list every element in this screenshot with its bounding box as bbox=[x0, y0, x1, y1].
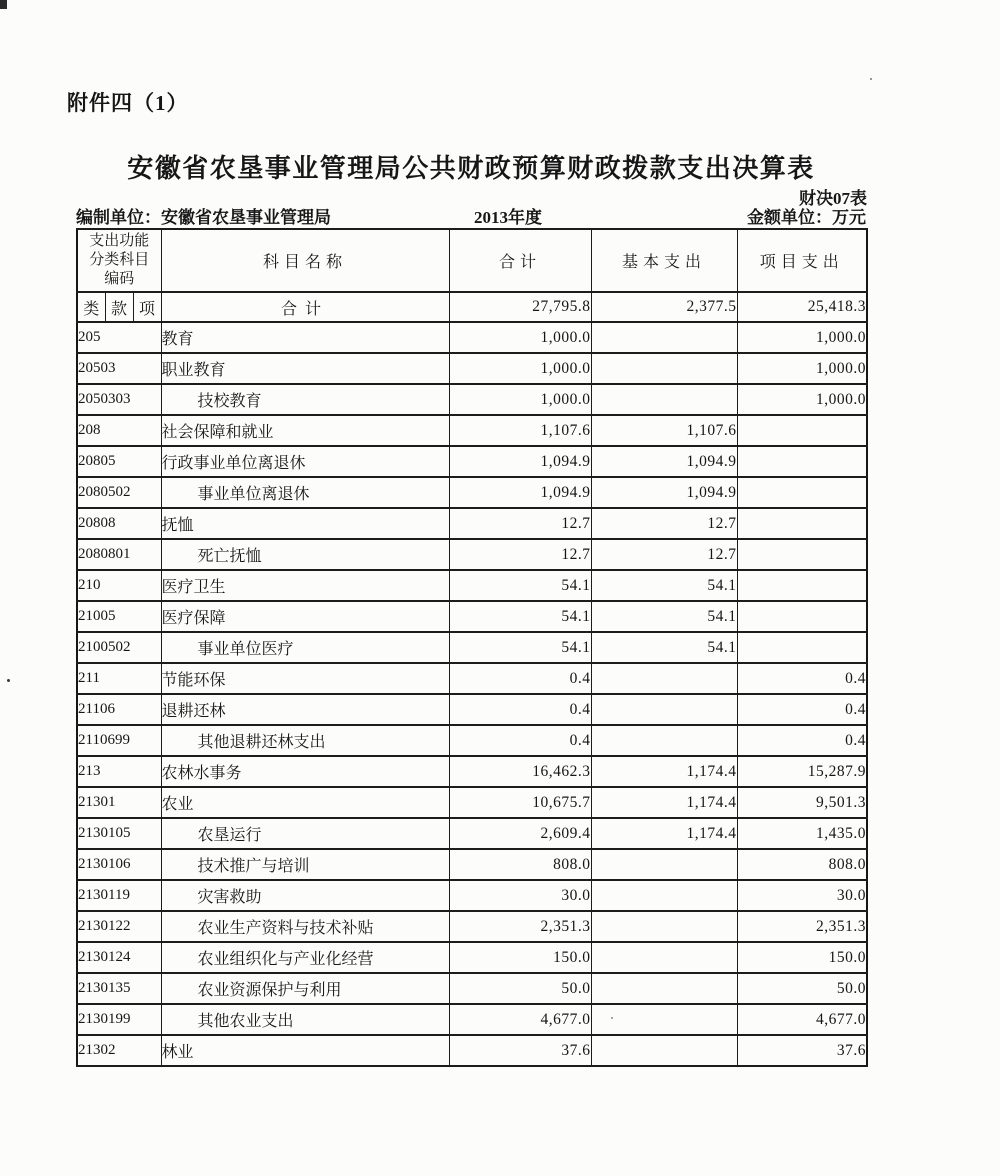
table-row bbox=[77, 601, 867, 632]
row-total: 12.7 bbox=[449, 539, 591, 570]
row-basic: 54.1 bbox=[591, 632, 737, 663]
header-total: 合计 bbox=[449, 229, 591, 292]
row-total: 16,462.3 bbox=[449, 756, 591, 787]
row-code: 2130119 bbox=[77, 880, 161, 911]
row-project: 150.0 bbox=[737, 942, 867, 973]
scan-artifact bbox=[870, 78, 872, 80]
row-project: 808.0 bbox=[737, 849, 867, 880]
row-project: 1,435.0 bbox=[737, 818, 867, 849]
row-basic bbox=[591, 911, 737, 942]
row-basic: 12.7 bbox=[591, 539, 737, 570]
row-total: 0.4 bbox=[449, 694, 591, 725]
header-project-expenditure: 项目支出 bbox=[737, 229, 867, 292]
row-subject-name: 事业单位医疗 bbox=[161, 632, 449, 663]
row-project bbox=[737, 477, 867, 508]
row-code: 2100502 bbox=[77, 632, 161, 663]
row-basic bbox=[591, 973, 737, 1004]
table-row bbox=[77, 322, 867, 353]
amount-unit: 金额单位：万元 bbox=[747, 208, 866, 227]
row-code: 20805 bbox=[77, 446, 161, 477]
row-total: 1,000.0 bbox=[449, 353, 591, 384]
table-row bbox=[77, 477, 867, 508]
row-subject-name: 其他农业支出 bbox=[161, 1004, 449, 1035]
row-basic: 1,174.4 bbox=[591, 787, 737, 818]
sub-header-lei: 类 bbox=[77, 292, 105, 322]
row-total: 54.1 bbox=[449, 570, 591, 601]
total-row-name: 合计 bbox=[161, 292, 449, 322]
row-project: 2,351.3 bbox=[737, 911, 867, 942]
table-row bbox=[77, 942, 867, 973]
row-code: 21302 bbox=[77, 1035, 161, 1066]
table-row bbox=[77, 663, 867, 694]
row-subject-name: 退耕还林 bbox=[161, 694, 449, 725]
row-subject-name: 教育 bbox=[161, 322, 449, 353]
row-code: 2130124 bbox=[77, 942, 161, 973]
row-code: 211 bbox=[77, 663, 161, 694]
row-total: 0.4 bbox=[449, 663, 591, 694]
table-row bbox=[77, 353, 867, 384]
row-basic bbox=[591, 725, 737, 756]
row-basic: 54.1 bbox=[591, 570, 737, 601]
table-row bbox=[77, 973, 867, 1004]
row-total: 1,000.0 bbox=[449, 322, 591, 353]
row-total: 2,609.4 bbox=[449, 818, 591, 849]
row-code: 2050303 bbox=[77, 384, 161, 415]
row-basic bbox=[591, 1035, 737, 1066]
row-total: 37.6 bbox=[449, 1035, 591, 1066]
row-code: 2130106 bbox=[77, 849, 161, 880]
row-project: 0.4 bbox=[737, 663, 867, 694]
total-row-total: 27,795.8 bbox=[449, 292, 591, 322]
row-subject-name: 农业资源保护与利用 bbox=[161, 973, 449, 1004]
table-row bbox=[77, 508, 867, 539]
row-project bbox=[737, 601, 867, 632]
row-project bbox=[737, 415, 867, 446]
row-project: 1,000.0 bbox=[737, 322, 867, 353]
row-code: 2080502 bbox=[77, 477, 161, 508]
row-basic: 1,094.9 bbox=[591, 446, 737, 477]
scan-artifact bbox=[7, 679, 10, 682]
row-project bbox=[737, 446, 867, 477]
fiscal-year: 2013年度 bbox=[474, 208, 542, 227]
compiling-unit: 编制单位：安徽省农垦事业管理局 bbox=[76, 208, 331, 227]
header-code-line1: 支出功能 bbox=[89, 233, 150, 249]
row-code: 205 bbox=[77, 322, 161, 353]
row-project bbox=[737, 632, 867, 663]
row-subject-name: 事业单位离退休 bbox=[161, 477, 449, 508]
header-code bbox=[77, 229, 161, 292]
row-subject-name: 医疗保障 bbox=[161, 601, 449, 632]
budget-table bbox=[76, 228, 868, 1067]
row-total: 808.0 bbox=[449, 849, 591, 880]
scan-artifact bbox=[0, 0, 7, 9]
row-subject-name: 医疗卫生 bbox=[161, 570, 449, 601]
row-total: 30.0 bbox=[449, 880, 591, 911]
table-row bbox=[77, 1035, 867, 1066]
table-row bbox=[77, 1004, 867, 1035]
row-code: 2110699 bbox=[77, 725, 161, 756]
table-row bbox=[77, 446, 867, 477]
row-project: 15,287.9 bbox=[737, 756, 867, 787]
row-basic: 1,107.6 bbox=[591, 415, 737, 446]
row-code: 21106 bbox=[77, 694, 161, 725]
row-total: 50.0 bbox=[449, 973, 591, 1004]
row-subject-name: 行政事业单位离退休 bbox=[161, 446, 449, 477]
sub-header-kuan: 款 bbox=[105, 292, 133, 322]
row-code: 208 bbox=[77, 415, 161, 446]
total-row-basic: 2,377.5 bbox=[591, 292, 737, 322]
row-code: 2080801 bbox=[77, 539, 161, 570]
row-total: 1,094.9 bbox=[449, 477, 591, 508]
row-subject-name: 农林水事务 bbox=[161, 756, 449, 787]
row-subject-name: 林业 bbox=[161, 1035, 449, 1066]
row-basic bbox=[591, 694, 737, 725]
table-row bbox=[77, 787, 867, 818]
row-subject-name: 技术推广与培训 bbox=[161, 849, 449, 880]
row-total: 54.1 bbox=[449, 632, 591, 663]
row-basic: 1,174.4 bbox=[591, 818, 737, 849]
row-project: 37.6 bbox=[737, 1035, 867, 1066]
row-basic bbox=[591, 942, 737, 973]
row-total: 12.7 bbox=[449, 508, 591, 539]
row-subject-name: 技校教育 bbox=[161, 384, 449, 415]
row-project: 9,501.3 bbox=[737, 787, 867, 818]
row-subject-name: 农业生产资料与技术补贴 bbox=[161, 911, 449, 942]
row-project bbox=[737, 508, 867, 539]
row-subject-name: 灾害救助 bbox=[161, 880, 449, 911]
row-total: 10,675.7 bbox=[449, 787, 591, 818]
row-code: 2130199 bbox=[77, 1004, 161, 1035]
row-code: 2130122 bbox=[77, 911, 161, 942]
row-basic: 54.1 bbox=[591, 601, 737, 632]
row-subject-name: 死亡抚恤 bbox=[161, 539, 449, 570]
row-basic bbox=[591, 849, 737, 880]
row-code: 20503 bbox=[77, 353, 161, 384]
row-code: 2130105 bbox=[77, 818, 161, 849]
row-subject-name: 其他退耕还林支出 bbox=[161, 725, 449, 756]
table-row bbox=[77, 725, 867, 756]
row-basic: 1,174.4 bbox=[591, 756, 737, 787]
row-subject-name: 农业 bbox=[161, 787, 449, 818]
row-subject-name: 节能环保 bbox=[161, 663, 449, 694]
header-basic-expenditure: 基本支出 bbox=[591, 229, 737, 292]
table-row bbox=[77, 880, 867, 911]
header-code-line3: 编码 bbox=[104, 271, 135, 287]
row-subject-name: 职业教育 bbox=[161, 353, 449, 384]
row-project: 1,000.0 bbox=[737, 384, 867, 415]
table-row bbox=[77, 415, 867, 446]
row-basic bbox=[591, 1004, 737, 1035]
row-project bbox=[737, 539, 867, 570]
row-code: 21301 bbox=[77, 787, 161, 818]
table-body bbox=[77, 322, 867, 1066]
row-total: 150.0 bbox=[449, 942, 591, 973]
row-total: 1,107.6 bbox=[449, 415, 591, 446]
row-total: 1,094.9 bbox=[449, 446, 591, 477]
page-title: 安徽省农垦事业管理局公共财政预算财政拨款支出决算表 bbox=[127, 154, 815, 183]
table-row bbox=[77, 818, 867, 849]
table-row bbox=[77, 911, 867, 942]
row-project: 50.0 bbox=[737, 973, 867, 1004]
row-subject-name: 抚恤 bbox=[161, 508, 449, 539]
attachment-label: 附件四（1） bbox=[67, 91, 189, 115]
table-header-row bbox=[77, 229, 867, 292]
total-row bbox=[77, 292, 867, 322]
table-row bbox=[77, 384, 867, 415]
table-row bbox=[77, 849, 867, 880]
row-basic bbox=[591, 322, 737, 353]
row-project: 1,000.0 bbox=[737, 353, 867, 384]
row-basic bbox=[591, 353, 737, 384]
row-total: 0.4 bbox=[449, 725, 591, 756]
row-project bbox=[737, 570, 867, 601]
row-subject-name: 社会保障和就业 bbox=[161, 415, 449, 446]
row-subject-name: 农垦运行 bbox=[161, 818, 449, 849]
row-code: 210 bbox=[77, 570, 161, 601]
table-meta-row bbox=[76, 203, 866, 227]
table-row bbox=[77, 632, 867, 663]
row-basic bbox=[591, 663, 737, 694]
total-row-project: 25,418.3 bbox=[737, 292, 867, 322]
row-basic: 12.7 bbox=[591, 508, 737, 539]
row-subject-name: 农业组织化与产业化经营 bbox=[161, 942, 449, 973]
row-code: 213 bbox=[77, 756, 161, 787]
row-code: 2130135 bbox=[77, 973, 161, 1004]
row-total: 1,000.0 bbox=[449, 384, 591, 415]
row-total: 54.1 bbox=[449, 601, 591, 632]
form-number: 财决07表 bbox=[799, 189, 867, 208]
row-project: 4,677.0 bbox=[737, 1004, 867, 1035]
row-project: 30.0 bbox=[737, 880, 867, 911]
row-basic: 1,094.9 bbox=[591, 477, 737, 508]
table-row bbox=[77, 539, 867, 570]
sub-header-xiang: 项 bbox=[133, 292, 161, 322]
header-subject-name: 科目名称 bbox=[161, 229, 449, 292]
row-project: 0.4 bbox=[737, 725, 867, 756]
table-row bbox=[77, 694, 867, 725]
row-total: 2,351.3 bbox=[449, 911, 591, 942]
row-code: 21005 bbox=[77, 601, 161, 632]
row-basic bbox=[591, 384, 737, 415]
table-row bbox=[77, 570, 867, 601]
table-row bbox=[77, 756, 867, 787]
header-code-line2: 分类科目 bbox=[89, 252, 150, 268]
row-code: 20808 bbox=[77, 508, 161, 539]
row-basic bbox=[591, 880, 737, 911]
row-total: 4,677.0 bbox=[449, 1004, 591, 1035]
row-project: 0.4 bbox=[737, 694, 867, 725]
